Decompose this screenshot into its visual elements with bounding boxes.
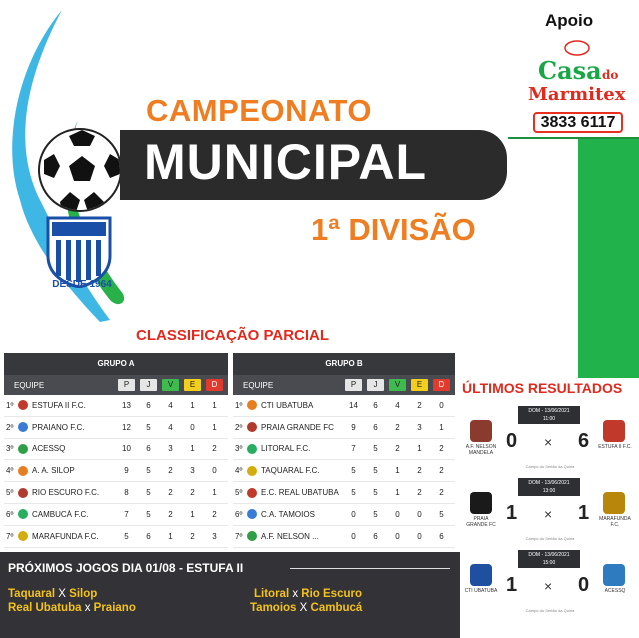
row-points: 5 <box>124 531 129 541</box>
row-draws: 2 <box>190 531 195 541</box>
column-wins: V <box>162 379 179 391</box>
row-position: 3º <box>6 444 14 454</box>
result-field: Campo do Sertão da Quina <box>525 536 575 541</box>
row-draws: 2 <box>417 466 422 476</box>
row-wins: 2 <box>168 488 173 498</box>
row-played: 5 <box>146 509 151 519</box>
row-wins: 0 <box>395 509 400 519</box>
row-team: PRAIA GRANDE FC <box>261 422 334 432</box>
row-team: PRAIANO F.C. <box>32 422 85 432</box>
row-team: C.A. TAMOIOS <box>261 509 315 519</box>
away-score: 6 <box>578 430 590 452</box>
next-game: Real Ubatuba x Praiano <box>8 602 136 614</box>
team-crest-icon <box>18 400 28 410</box>
row-draws: 1 <box>190 509 195 519</box>
results-panel <box>460 398 639 638</box>
row-points: 7 <box>124 509 129 519</box>
team-crest-icon <box>18 466 28 476</box>
table-row <box>4 439 228 461</box>
team-crest-icon <box>18 444 28 454</box>
home-crest-icon <box>470 492 492 514</box>
row-wins: 4 <box>395 400 400 410</box>
row-position: 1º <box>235 400 243 410</box>
sponsor-brand-marmitex: Marmitex <box>528 84 626 105</box>
title-division: 1ª DIVISÃO <box>311 212 476 247</box>
row-position: 2º <box>235 422 243 432</box>
team-crest-icon <box>18 488 28 498</box>
row-points: 5 <box>351 466 356 476</box>
row-played: 5 <box>146 422 151 432</box>
team-crest-icon <box>247 531 257 541</box>
row-points: 13 <box>122 400 131 410</box>
row-position: 6º <box>6 509 14 519</box>
score-separator: × <box>544 506 553 522</box>
row-played: 5 <box>146 466 151 476</box>
row-losses: 2 <box>439 466 444 476</box>
row-position: 5º <box>6 488 14 498</box>
row-played: 6 <box>146 444 151 454</box>
row-draws: 2 <box>417 488 422 498</box>
row-losses: 2 <box>212 509 217 519</box>
team-crest-icon <box>247 466 257 476</box>
column-points: P <box>118 379 135 391</box>
row-played: 6 <box>146 400 151 410</box>
table-row <box>233 460 455 482</box>
table-row <box>233 439 455 461</box>
title-municipal: MUNICIPAL <box>144 134 428 190</box>
sponsor-label: Apoio <box>545 11 594 30</box>
home-team: A.F. NELSON MANDELA <box>465 444 497 456</box>
row-points: 9 <box>351 422 356 432</box>
column-points: P <box>345 379 362 391</box>
row-draws: 2 <box>190 488 195 498</box>
sponsor-phone: 3833 6117 <box>533 112 623 133</box>
column-losses: D <box>433 379 450 391</box>
home-crest-icon <box>470 564 492 586</box>
row-team: MARAFUNDA F.C. <box>32 531 99 541</box>
row-played: 5 <box>373 444 378 454</box>
row-team: TAQUARAL F.C. <box>261 466 320 476</box>
row-position: 6º <box>235 509 243 519</box>
column-team: EQUIPE <box>14 380 45 390</box>
row-wins: 1 <box>168 531 173 541</box>
table-row <box>4 395 228 417</box>
row-points: 0 <box>351 531 356 541</box>
column-team: EQUIPE <box>243 380 274 390</box>
row-position: 3º <box>235 444 243 454</box>
column-wins: V <box>389 379 406 391</box>
row-team: ACESSQ <box>32 444 66 454</box>
away-team: ESTUFA II F.C. <box>598 444 632 450</box>
home-crest-icon <box>470 420 492 442</box>
row-played: 6 <box>373 531 378 541</box>
row-wins: 3 <box>168 444 173 454</box>
row-team: CAMBUCÁ F.C. <box>32 509 89 519</box>
team-crest-icon <box>18 422 28 432</box>
next-game: Litoral x Rio Escuro <box>254 588 363 600</box>
row-losses: 6 <box>439 531 444 541</box>
group-a-header: GRUPO A <box>4 353 228 375</box>
row-position: 5º <box>235 488 243 498</box>
row-team: RIO ESCURO F.C. <box>32 488 100 498</box>
home-score: 1 <box>506 574 518 596</box>
row-draws: 0 <box>417 531 422 541</box>
row-losses: 0 <box>439 400 444 410</box>
row-wins: 4 <box>168 422 173 432</box>
away-team: ACESSQ <box>604 588 626 594</box>
row-played: 6 <box>373 422 378 432</box>
row-points: 8 <box>124 488 129 498</box>
row-wins: 1 <box>395 488 400 498</box>
row-losses: 2 <box>212 444 217 454</box>
column-played: J <box>367 379 384 391</box>
group-a-table <box>4 353 228 548</box>
next-game: Taquaral X Silop <box>8 588 98 600</box>
away-team: MARAFUNDA F.C. <box>599 516 631 528</box>
row-draws: 2 <box>417 400 422 410</box>
row-wins: 2 <box>395 422 400 432</box>
row-played: 6 <box>373 400 378 410</box>
row-losses: 1 <box>439 422 444 432</box>
home-score: 1 <box>506 502 518 524</box>
row-draws: 1 <box>190 444 195 454</box>
table-row <box>4 460 228 482</box>
row-played: 5 <box>373 466 378 476</box>
column-losses: D <box>206 379 223 391</box>
row-wins: 4 <box>168 400 173 410</box>
table-row <box>233 504 455 526</box>
row-draws: 0 <box>190 422 195 432</box>
league-crest-icon <box>44 216 114 288</box>
row-points: 5 <box>351 488 356 498</box>
column-played: J <box>140 379 157 391</box>
row-wins: 1 <box>395 466 400 476</box>
decorative-stripe-white <box>508 138 578 378</box>
column-draws: E <box>184 379 201 391</box>
table-row <box>4 504 228 526</box>
row-position: 4º <box>235 466 243 476</box>
classification-title: CLASSIFICAÇÃO PARCIAL <box>136 327 330 344</box>
team-crest-icon <box>18 531 28 541</box>
row-losses: 2 <box>439 444 444 454</box>
row-played: 5 <box>373 488 378 498</box>
sponsor-brand-casa: Casa <box>538 56 602 85</box>
column-draws: E <box>411 379 428 391</box>
row-points: 0 <box>351 509 356 519</box>
table-row <box>4 526 228 548</box>
row-played: 5 <box>373 509 378 519</box>
title-campeonato: CAMPEONATO <box>146 93 373 128</box>
away-crest-icon <box>603 492 625 514</box>
result-field: Campo do Sertão da Quina <box>525 608 575 613</box>
row-wins: 2 <box>168 509 173 519</box>
team-crest-icon <box>247 400 257 410</box>
soccer-ball-icon <box>38 128 122 212</box>
row-draws: 1 <box>190 400 195 410</box>
row-team: CTI UBATUBA <box>261 400 314 410</box>
row-position: 2º <box>6 422 14 432</box>
row-losses: 1 <box>212 422 217 432</box>
group-b-columns <box>233 375 455 395</box>
group-b-header: GRUPO B <box>233 353 455 375</box>
row-team: E.C. REAL UBATUBA <box>261 488 339 498</box>
away-score: 1 <box>578 502 590 524</box>
row-losses: 1 <box>212 400 217 410</box>
decorative-divider <box>290 568 450 569</box>
next-games-title: PRÓXIMOS JOGOS DIA 01/08 - ESTUFA II <box>8 561 244 575</box>
away-score: 0 <box>578 574 590 596</box>
row-draws: 3 <box>190 466 195 476</box>
row-points: 14 <box>349 400 358 410</box>
result-date: DOM - 13/06/2021 15:00 <box>518 550 580 568</box>
team-crest-icon <box>247 422 257 432</box>
table-row <box>4 417 228 439</box>
decorative-divider <box>508 137 639 139</box>
sponsor-brand-do: do <box>602 68 619 82</box>
row-played: 6 <box>146 531 151 541</box>
row-losses: 2 <box>439 488 444 498</box>
row-points: 7 <box>351 444 356 454</box>
row-team: A. A. SILOP <box>32 466 75 476</box>
table-row <box>233 526 455 548</box>
row-position: 4º <box>6 466 14 476</box>
league-since-label: DESDE 1964 <box>52 279 112 290</box>
row-team: ESTUFA II F.C. <box>32 400 86 410</box>
group-a-columns <box>4 375 228 395</box>
row-draws: 3 <box>417 422 422 432</box>
row-wins: 2 <box>395 444 400 454</box>
row-points: 12 <box>122 422 131 432</box>
row-played: 5 <box>146 488 151 498</box>
team-crest-icon <box>18 509 28 519</box>
score-separator: × <box>544 434 553 450</box>
result-card <box>460 550 639 620</box>
result-field: Campo do Sertão da Quina <box>525 464 575 469</box>
result-card <box>460 406 639 476</box>
table-row <box>233 482 455 504</box>
decorative-stripe-green <box>578 138 639 378</box>
next-games-panel <box>0 552 460 638</box>
row-position: 7º <box>6 531 14 541</box>
row-losses: 1 <box>212 488 217 498</box>
team-crest-icon <box>247 509 257 519</box>
row-team: LITORAL F.C. <box>261 444 311 454</box>
result-card <box>460 478 639 548</box>
group-b-table <box>233 353 455 548</box>
row-position: 7º <box>235 531 243 541</box>
next-game: Tamoios X Cambucá <box>250 602 363 614</box>
away-crest-icon <box>603 420 625 442</box>
row-losses: 3 <box>212 531 217 541</box>
row-wins: 0 <box>395 531 400 541</box>
score-separator: × <box>544 578 553 594</box>
result-date: DOM - 13/06/2021 11:00 <box>518 406 580 424</box>
home-team: CTI UBATUBA <box>464 588 498 594</box>
row-wins: 2 <box>168 466 173 476</box>
table-row <box>4 482 228 504</box>
row-losses: 0 <box>212 466 217 476</box>
home-score: 0 <box>506 430 518 452</box>
row-position: 1º <box>6 400 14 410</box>
row-losses: 5 <box>439 509 444 519</box>
home-team: PRAIA GRANDE FC <box>466 516 496 528</box>
row-points: 9 <box>124 466 129 476</box>
row-points: 10 <box>122 444 131 454</box>
row-draws: 0 <box>417 509 422 519</box>
results-title: ÚLTIMOS RESULTADOS <box>462 380 623 396</box>
team-crest-icon <box>247 444 257 454</box>
team-crest-icon <box>247 488 257 498</box>
table-row <box>233 417 455 439</box>
row-team: A.F. NELSON ... <box>261 531 319 541</box>
table-row <box>233 395 455 417</box>
away-crest-icon <box>603 564 625 586</box>
result-date: DOM - 13/06/2021 13:00 <box>518 478 580 496</box>
row-draws: 1 <box>417 444 422 454</box>
